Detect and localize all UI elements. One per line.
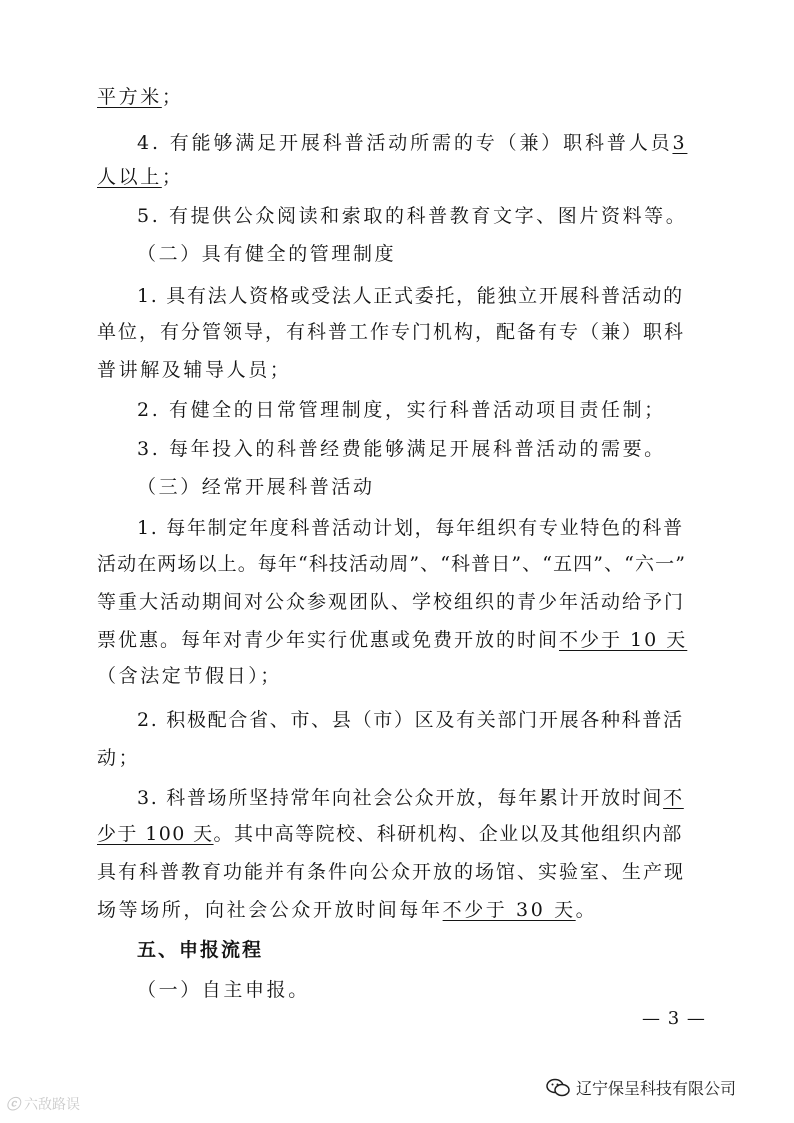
text-segment: 3. 科普场所坚持常年向社会公众开放，每年累计开放时间 — [137, 787, 664, 809]
text-line — [97, 589, 685, 615]
text-line — [97, 897, 597, 923]
text-segment: ； — [161, 86, 184, 108]
text-line — [137, 130, 687, 156]
text-line — [137, 707, 684, 733]
text-line — [137, 515, 684, 541]
watermark-left — [6, 1094, 80, 1114]
text-segment: 3. 每年投入的科普经费能够满足开展科普活动的需要。 — [137, 438, 666, 460]
text-segment: 等重大活动期间对公众参观团队、学校组织的青少年活动给予门 — [97, 591, 686, 613]
section-heading — [137, 937, 263, 963]
text-segment: 活动在两场以上。每年“科技活动周”、“科普日”、“五四”、“六一” — [97, 553, 687, 575]
text-segment: ； — [161, 166, 184, 188]
text-line — [137, 436, 666, 462]
text-line — [97, 859, 685, 885]
text-line — [97, 821, 683, 847]
text-line — [97, 551, 686, 577]
underlined-text: 少于 100 天 — [97, 823, 214, 845]
text-segment: 具有科普教育功能并有条件向公众开放的场馆、实验室、生产现 — [97, 861, 686, 883]
underlined-text: 不少于 30 天 — [442, 899, 576, 921]
underlined-text: 人以上 — [97, 166, 162, 188]
text-line — [97, 84, 183, 110]
text-line — [97, 164, 183, 190]
text-segment: 2. 有健全的日常管理制度，实行科普活动项目责任制； — [137, 399, 666, 421]
watermark-logo-icon: ⓒ — [6, 1097, 20, 1113]
underlined-text: 不少于 10 天 — [559, 629, 688, 651]
watermark-text: 六敌路误 — [24, 1097, 80, 1113]
text-line — [97, 663, 282, 689]
text-segment: 。其中高等院校、科研机构、企业以及其他组织内部 — [213, 823, 683, 845]
text-segment: （一）自主申报。 — [137, 979, 310, 1001]
text-segment: 1. 每年制定年度科普活动计划，每年组织有专业特色的科普 — [137, 517, 684, 539]
text-segment: 场等场所，向社会公众开放时间每年 — [97, 899, 443, 921]
wechat-icon — [546, 1078, 570, 1098]
text-segment: 单位，有分管领导，有科普工作专门机构，配备有专（兼）职科 — [97, 321, 686, 343]
brand-attribution — [546, 1076, 736, 1099]
text-segment: （二）具有健全的管理制度 — [137, 243, 397, 265]
text-line — [137, 241, 396, 267]
text-segment: 五、申报流程 — [137, 939, 264, 961]
text-line — [137, 785, 684, 811]
text-segment: 动； — [97, 747, 141, 769]
text-line — [137, 397, 666, 423]
text-line — [97, 745, 140, 771]
text-segment: 4. 有能够满足开展科普活动所需的专（兼）职科普人员 — [137, 132, 673, 154]
text-segment: 。 — [575, 899, 598, 921]
text-line — [137, 977, 310, 1003]
text-segment: 5. 有提供公众阅读和索取的科普教育文字、图片资料等。 — [137, 205, 688, 227]
text-segment: （含法定节假日）； — [97, 665, 282, 687]
text-line — [97, 319, 685, 345]
text-segment: 2. 积极配合省、市、县（市）区及有关部门开展各种科普活 — [137, 709, 684, 731]
text-segment: 普讲解及辅导人员； — [97, 359, 292, 381]
footer — [0, 1072, 794, 1123]
text-segment: 1. 具有法人资格或受法人正式委托，能独立开展科普活动的 — [137, 285, 684, 307]
text-line — [137, 203, 687, 229]
underlined-text: 不 — [663, 787, 684, 809]
underlined-text: 平方米 — [97, 86, 162, 108]
underlined-text: 3 — [672, 132, 688, 154]
text-line — [97, 627, 687, 653]
text-segment: （三）经常开展科普活动 — [137, 476, 375, 498]
brand-name: 辽宁保呈科技有限公司 — [576, 1079, 737, 1098]
text-line — [97, 357, 291, 383]
text-line — [137, 283, 684, 309]
page-number: — 3 — — [642, 1008, 706, 1029]
text-line — [137, 474, 375, 500]
text-segment: 票优惠。每年对青少年实行优惠或免费开放的时间 — [97, 629, 560, 651]
